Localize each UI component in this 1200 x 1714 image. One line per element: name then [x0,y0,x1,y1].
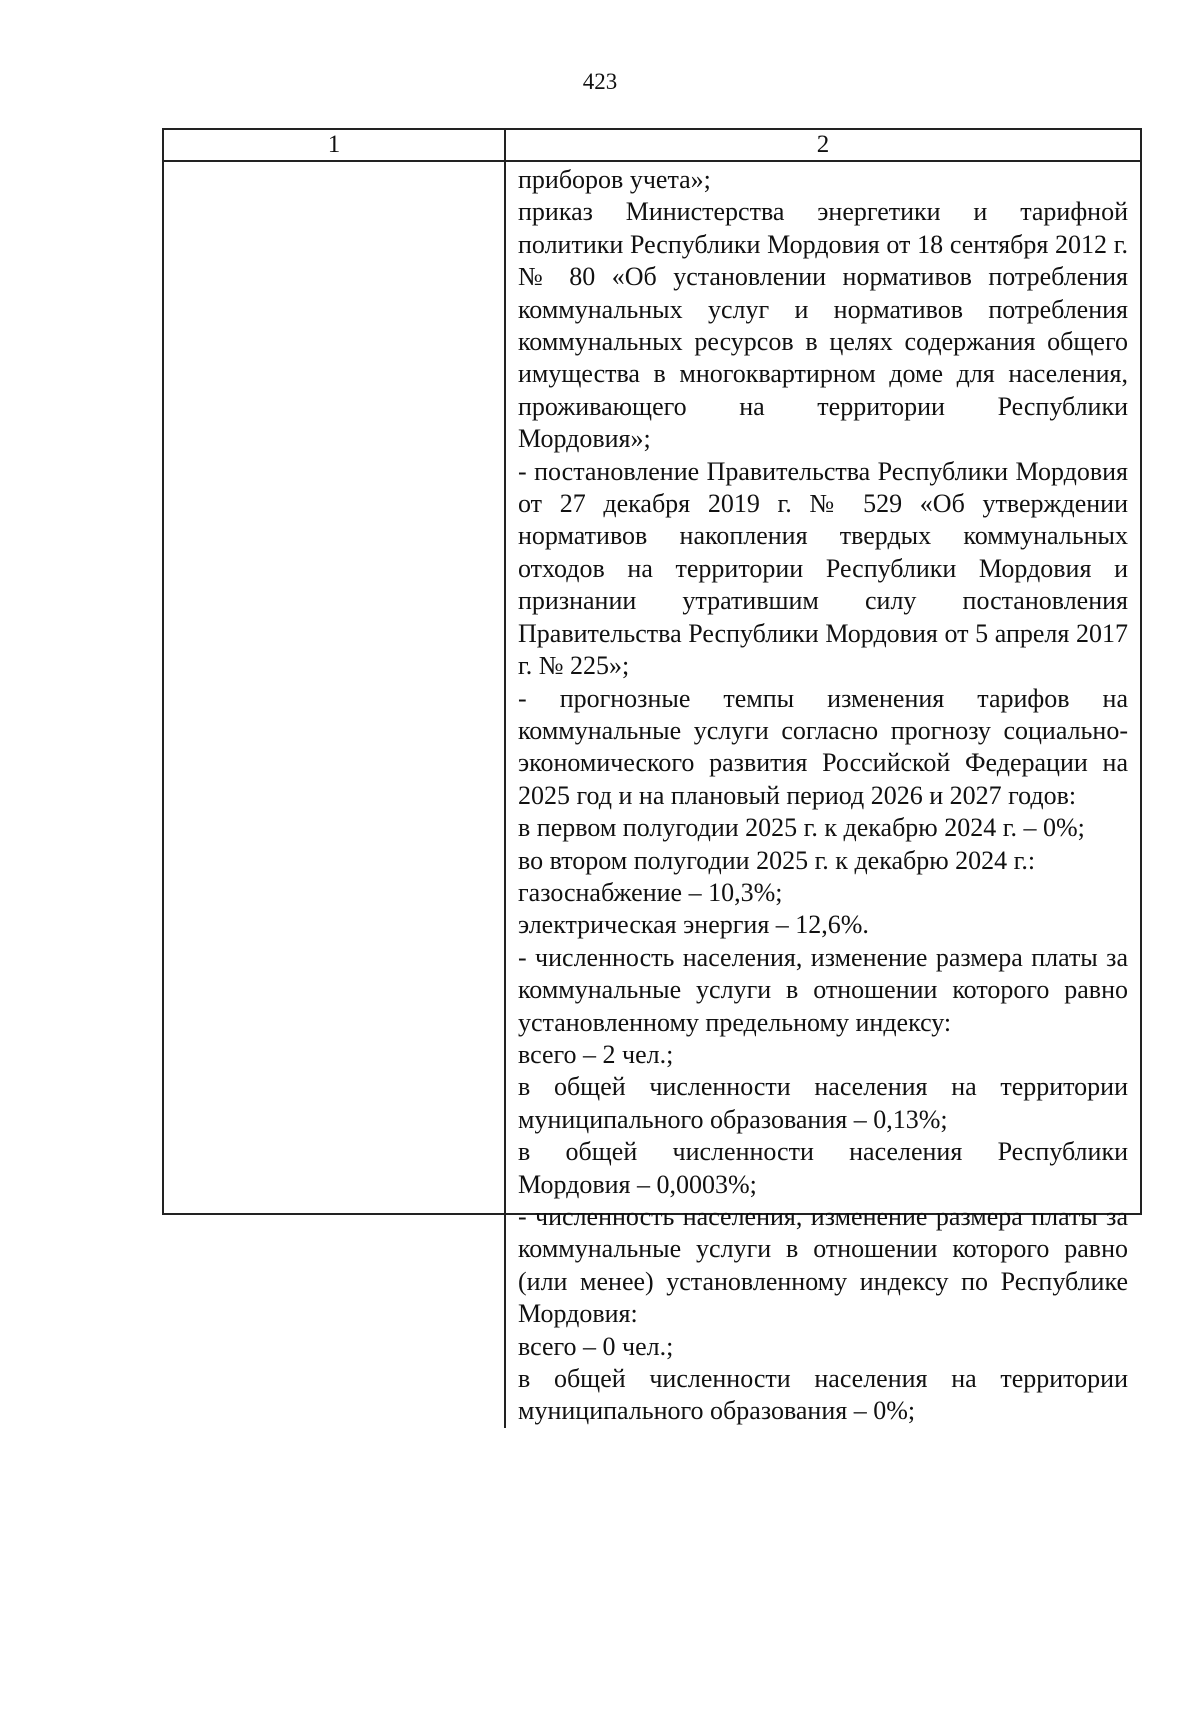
paragraph: - прогнозные темпы изменения тарифов на коммунальные услуги согласно прогнозу социально-экономического развития Российской Федерации на 2025 год и на плановый период 2026 и 2027 годов: [518,683,1128,810]
paragraph: - постановление Правительства Республики Мордовия от 27 декабря 2019 г. № 529 «Об утверждении нормативов накопления твердых коммунальных отходов на территории Республики Мордовия и признании утратившим силу постановления Правительства Республики Мордовия от 5 апреля 2017 г. № 225»; [518,456,1128,681]
paragraph: - численность населения, изменение размера платы за коммунальные услуги в отношении которого равно (или менее) установленному индексу по Республике Мордовия: [518,1202,1128,1329]
document-table [162,128,1142,1426]
paragraph: приборов учета»; [518,165,711,194]
paragraph: во втором полугодии 2025 г. к декабрю 2024 г.: [518,845,1036,875]
paragraph: в первом полугодии 2025 г. к декабрю 2024 г. – 0%; [518,813,1085,843]
table-cell-column-2 [506,162,1140,1428]
paragraph: в общей численности населения на территории муниципального образования – 0%; [518,1364,1128,1426]
table-header-column-2: 2 [506,130,1140,162]
paragraph: всего – 0 чел.; [518,1331,674,1361]
paragraph: газоснабжение – 10,3%; [518,877,783,907]
paragraph: в общей численности населения Республики Мордовия – 0,0003%; [518,1137,1128,1199]
paragraph: в общей численности населения на территории муниципального образования – 0,13%; [518,1072,1128,1134]
table-cell-column-1 [164,162,506,1428]
paragraph: всего – 2 чел.; [518,1039,674,1069]
paragraph: приказ Министерства энергетики и тарифной политики Республики Мордовия от 18 сентября 2012 г. № 80 «Об установлении нормативов потребления коммунальных услуг и нормативов потребления коммунальных ресурсов в целях содержания общего имущества в многоквартирном доме для населения, проживающего на территории Республики Мордовия»; [518,197,1128,454]
table-header-column-1: 1 [164,130,506,162]
paragraph: - численность населения, изменение размера платы за коммунальные услуги в отношении которого равно установленному предельному индексу: [518,942,1128,1037]
page-number: 423 [582,69,618,94]
paragraph: электрическая энергия – 12,6%. [518,910,869,940]
